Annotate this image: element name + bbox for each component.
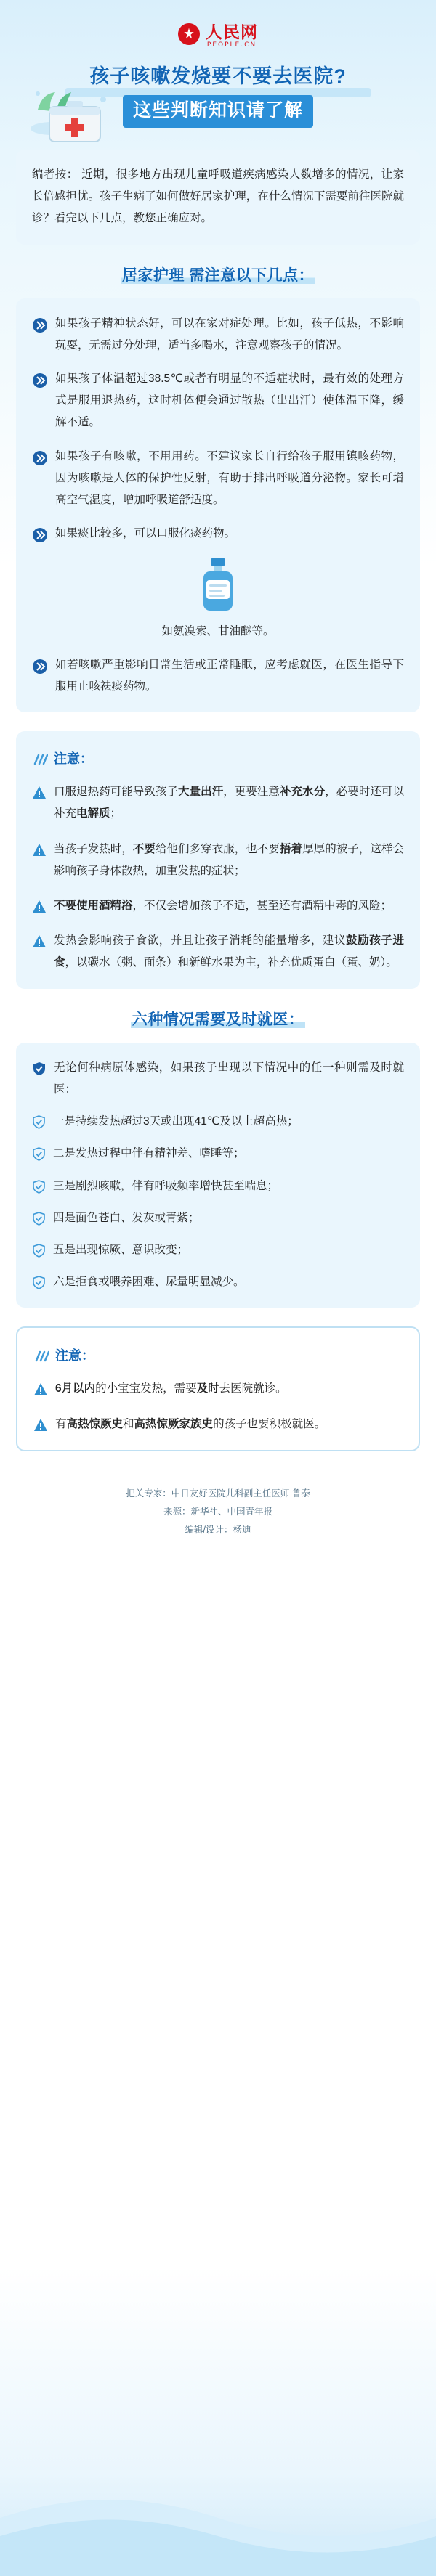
slash-bars-icon (32, 754, 48, 765)
warning-triangle-icon (32, 934, 47, 949)
warning-triangle-icon (32, 900, 47, 914)
section3-heading: 六种情况需要及时就医： (132, 1011, 304, 1028)
warning-triangle-icon (33, 1382, 48, 1397)
star-circle-icon (178, 23, 200, 45)
list-item (32, 654, 404, 698)
footer (0, 1470, 436, 1568)
list-item (32, 1143, 404, 1165)
list-item (32, 446, 404, 512)
footer-editor: 编辑/设计：杨迪 (185, 1524, 251, 1535)
chevron-badge-icon (32, 659, 48, 674)
list-item (32, 368, 404, 434)
seek-care-card (16, 1043, 420, 1308)
list-item-text: 如果孩子精神状态好，可以在家对症处理。比如，孩子低热，不影响玩耍，无需过分处理，适当多喝水，注意观察孩子的情况。 (55, 317, 404, 351)
check-badge-icon (32, 1115, 46, 1129)
list-item-text: 6月以内的小宝宝发热，需要及时去医院就诊。 (55, 1382, 287, 1395)
check-badge-icon (32, 1244, 46, 1258)
editor-note-text: 编者按： 近期，很多地方出现儿童呼吸道疾病感染人数增多的情况，让家长倍感担忧。孩子生病了如何做好居家护理，在什么情况下需要前往医院就诊？看完以下几点，教您正确应对。 (32, 168, 404, 225)
caution-card-1 (16, 731, 420, 988)
list-item (32, 313, 404, 356)
chevron-badge-icon (32, 372, 48, 388)
check-badge-icon (32, 1180, 46, 1194)
brand-name: 人民网 PEOPLE.CN (206, 23, 258, 49)
drug-names-text: 如氨溴索、甘油醚等。 (161, 624, 275, 637)
check-badge-icon (32, 1147, 46, 1161)
chevron-badge-icon (32, 317, 48, 333)
caution-card-2 (16, 1326, 420, 1451)
masthead (0, 0, 436, 56)
footer-wave-decoration (0, 2467, 436, 2576)
slash-bars-icon (33, 1350, 49, 1362)
list-item (32, 523, 404, 545)
page-title-line2: 这些判断知识请了解 (123, 95, 313, 128)
medicine-bottle-icon (196, 557, 240, 614)
warning-triangle-icon (32, 843, 47, 857)
list-item-text: 三是剧烈咳嗽，伴有呼吸频率增快甚至喘息； (53, 1179, 279, 1192)
title-banner (0, 60, 436, 150)
brand-pinyin: PEOPLE.CN (206, 41, 257, 49)
page-title-line1: 孩子咳嗽发烧要不要去医院? (89, 65, 347, 87)
list-item-text: 如果孩子体温超过38.5℃或者有明显的不适症状时，最有效的处理方式是服用退热药，这时机体便会通过散热（出出汗）使体温下降，缓解不适。 (55, 372, 404, 429)
list-item-text: 五是出现惊厥、意识改变； (53, 1243, 189, 1256)
intro-row (32, 1057, 404, 1101)
list-item (33, 1378, 403, 1400)
list-item (33, 1414, 403, 1435)
medicine-illustration (32, 557, 404, 614)
check-badge-icon (32, 1276, 46, 1289)
list-item (32, 930, 404, 974)
list-item-text: 有高热惊厥史和高热惊厥家族史的孩子也要积极就医。 (55, 1417, 326, 1430)
section1-heading: 居家护理 需注意以下几点： (121, 266, 315, 284)
intro-text: 无论何种病原体感染，如果孩子出现以下情况中的任一种则需及时就医： (54, 1061, 404, 1096)
caution-heading-text: 注意： (54, 751, 93, 767)
footer-source: 来源：新华社、中国青年报 (163, 1506, 272, 1517)
footer-expert: 把关专家：中日友好医院儿科副主任医师 鲁泰 (126, 1488, 310, 1499)
warning-triangle-icon (32, 786, 47, 800)
chevron-badge-icon (32, 527, 48, 543)
list-item-text: 二是发热过程中伴有精神差、嗜睡等； (53, 1147, 245, 1160)
list-item-text: 四是面色苍白、发灰或青紫； (53, 1211, 200, 1224)
site-logo[interactable] (178, 19, 258, 49)
warning-triangle-icon (33, 1418, 48, 1432)
list-item (32, 895, 404, 917)
list-item-text: 发热会影响孩子食欲，并且让孩子消耗的能量增多，建议鼓励孩子进食，以碳水（粥、面条）和新鲜水果为主，补充优质蛋白（蛋、奶）。 (54, 934, 404, 969)
chevron-badge-icon (32, 450, 48, 466)
check-badge-icon (32, 1212, 46, 1226)
caution-heading (32, 746, 404, 773)
home-care-card (16, 298, 420, 713)
caution-heading-2-text: 注意： (55, 1348, 94, 1364)
list-item-text: 六是拒食或喂养困难、尿量明显减少。 (53, 1276, 245, 1289)
list-item-text: 如果孩子有咳嗽，不用用药。不建议家长自行给孩子服用镇咳药物，因为咳嗽是人体的保护性反射，有助于排出呼吸道分泌物。家长可增高空气湿度，增加呼吸道舒适度。 (55, 449, 404, 507)
shield-check-icon (32, 1061, 47, 1076)
list-item-text: 口服退热药可能导致孩子大量出汗，更要注意补充水分，必要时还可以补充电解质； (54, 786, 404, 820)
list-item (32, 1207, 404, 1229)
editor-note-card (16, 150, 420, 245)
list-item-text: 如若咳嗽严重影响日常生活或正常睡眠，应考虑就医，在医生指导下服用止咳祛痰药物。 (55, 658, 404, 693)
list-item-text: 当孩子发热时，不要给他们多穿衣服，也不要捂着厚厚的被子，这样会影响孩子身体散热，加重发热的症状； (54, 842, 404, 877)
list-item (32, 1271, 404, 1293)
list-item (32, 781, 404, 825)
list-item (32, 1239, 404, 1261)
list-item (32, 839, 404, 882)
list-item-text: 如果痰比较多，可以口服化痰药物。 (55, 527, 236, 540)
list-item-text: 不要使用酒精浴，不仅会增加孩子不适，甚至还有酒精中毒的风险； (54, 899, 392, 912)
list-item-text: 一是持续发热超过3天或出现41℃及以上超高热； (53, 1115, 299, 1128)
caution-heading-2 (33, 1342, 403, 1369)
list-item (32, 1111, 404, 1133)
list-item (32, 1175, 404, 1197)
